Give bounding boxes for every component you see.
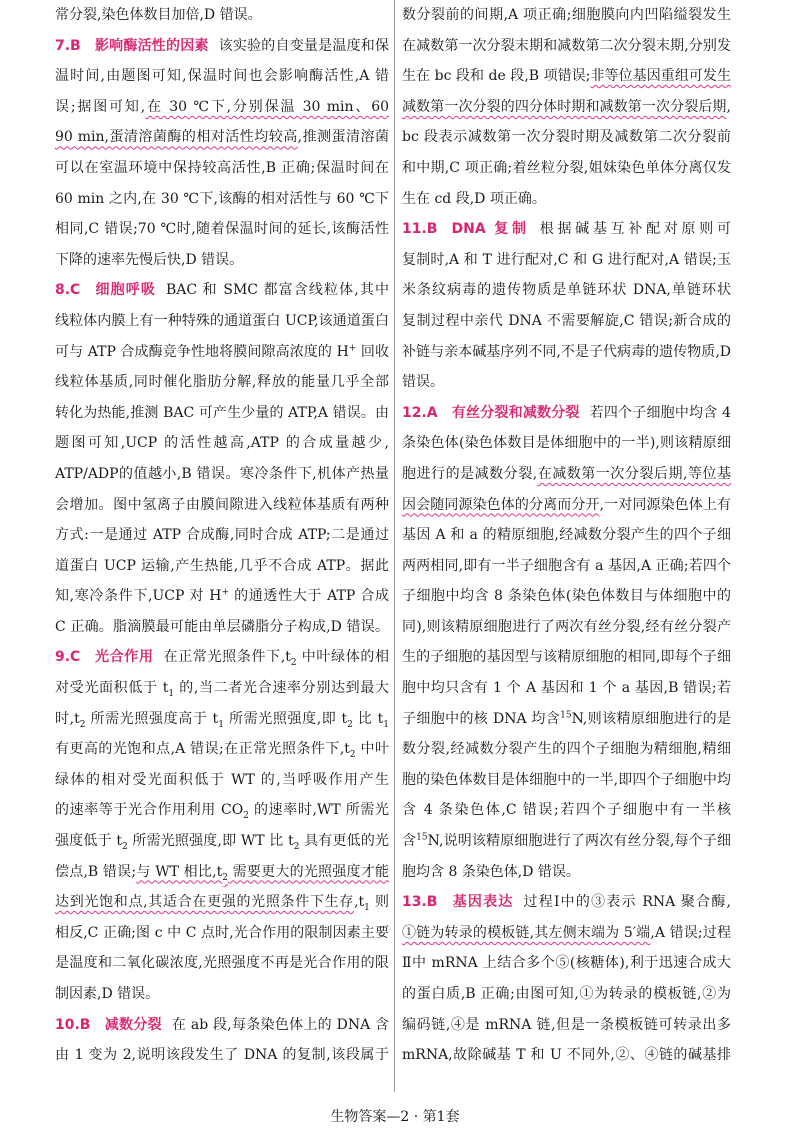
- text-line: [55, 918, 389, 949]
- body-text: mRNA,故除碱基 T 和 U 不同外,②、④链的碱基排: [402, 1047, 731, 1064]
- subscript: 1: [218, 719, 224, 730]
- body-text: 在 ab 段,每条染色体上的 DNA 含: [171, 1016, 389, 1033]
- answer-number: 12.A: [402, 404, 438, 421]
- body-text: ATP/ADP的值越小,B 错误。寒冷条件下,机体产热量: [55, 465, 389, 482]
- subscript: 2: [79, 719, 86, 730]
- body-text: 可与 ATP 合成酶竞争性地将膜间隙高浓度的 H: [55, 343, 349, 360]
- text-line: [55, 245, 389, 276]
- body-text: 两两相同,即有一半子细胞含有 a 基因,A 正确;若四个: [402, 557, 731, 574]
- body-text: 该实验的自变量是温度和保: [218, 37, 389, 54]
- text-line: [402, 704, 731, 735]
- body-text: 的,当二者光合速率分别达到最大: [174, 680, 389, 697]
- text-line: [402, 214, 731, 245]
- text-line: [402, 765, 731, 796]
- text-line: [402, 337, 731, 368]
- body-text: 强度低于 t: [55, 833, 122, 850]
- topic-heading: 减数分裂: [104, 1016, 162, 1033]
- body-text: 温时间,由题图可知,保温时间也会影响酶活性,A 错: [55, 68, 389, 85]
- body-text: 线粒体内膜上有一种特殊的通道蛋白 UCP,该通道蛋白: [55, 312, 389, 329]
- answer-number: 11.B: [402, 221, 438, 238]
- text-line: [55, 1040, 389, 1071]
- text-line: [55, 642, 389, 673]
- text-line: [402, 948, 731, 979]
- body-text: 转化为热能,推测 BAC 可产生少量的 ATP,A 错误。由: [55, 404, 389, 421]
- body-text: ,A 错误;过程: [650, 924, 731, 941]
- body-text: 子细胞中均含 8 条染色体(染色体数目与体细胞中的: [402, 588, 731, 605]
- topic-heading: DNA 复制: [451, 221, 530, 238]
- text-line: [55, 459, 389, 490]
- body-text: C 正确。脂滴膜最可能由单层磷脂分子构成,D 错误。: [55, 618, 389, 635]
- body-text: 在减数第一次分裂末期和减数第二次分裂末期,分别发: [402, 37, 731, 54]
- text-line: [55, 551, 389, 582]
- body-text: 具有更低的光: [304, 833, 389, 850]
- answer-number: 8.C: [55, 282, 81, 299]
- body-text: 由 1 变为 2,说明该段发生了 DNA 的复制,该段属于: [55, 1047, 389, 1064]
- body-text: ,推测蛋清溶菌: [297, 129, 389, 146]
- body-text: bc 段表示减数第一次分裂时期及减数第二次分裂前: [402, 129, 731, 146]
- text-line: [55, 122, 389, 153]
- text-line: [402, 61, 731, 92]
- body-text: 子细胞中的核 DNA 均含: [402, 710, 561, 727]
- text-line: [55, 490, 389, 521]
- text-line: [55, 581, 389, 612]
- text-line: [55, 979, 389, 1010]
- body-text: 误;据图可知,: [55, 98, 146, 115]
- answer-number: 10.B: [55, 1016, 91, 1033]
- underlined-text: 在 30 ℃下,分别保温 30 min、60: [145, 98, 389, 115]
- text-line: [55, 948, 389, 979]
- body-text: 道蛋白 UCP 运输,产生热能,几乎不合成 ATP。据此: [55, 557, 389, 574]
- text-line: [402, 581, 731, 612]
- text-line: [55, 765, 389, 796]
- subscript: 2: [290, 658, 297, 669]
- text-line: [402, 306, 731, 337]
- body-text: 条染色体(染色体数目是体细胞中的一半),则该精原细: [402, 435, 731, 452]
- body-text: 若四个子细胞中均含 4: [589, 404, 731, 421]
- superscript: 15: [560, 710, 572, 720]
- text-line: [402, 245, 731, 276]
- text-line: [55, 367, 389, 398]
- underlined-text: 减数第一次分裂的四分体时期和减数第一次分裂后期: [402, 98, 727, 115]
- body-text: 生在 bc 段和 de 段,B 项错误;: [402, 68, 591, 85]
- text-line: [55, 612, 389, 643]
- text-line: [402, 122, 731, 153]
- body-text: 对受光面积低于 t: [55, 680, 169, 697]
- text-line: [402, 275, 731, 306]
- body-text: 中叶绿体的相: [296, 649, 389, 666]
- body-text: 生的子细胞的基因型与该精原细胞的相同,即每个子细: [402, 649, 731, 666]
- body-text: 60 min 之内,在 30 ℃下,该酶的相对活性与 60 ℃下: [55, 190, 389, 207]
- body-text: 相反,C 正确;图 c 中 C 点时,光合作用的限制因素主要: [55, 924, 389, 941]
- body-text: Ⅱ中 mRNA 上结合多个⑤(核糖体),利于迅速合成大: [402, 955, 731, 972]
- body-text: 胞的染色体数目是体细胞中的一半,即四个子细胞中均: [402, 771, 731, 788]
- body-text: 生在 cd 段,D 项正确。: [402, 190, 546, 207]
- text-line: [55, 887, 389, 918]
- text-line: [402, 918, 731, 949]
- topic-heading: 有丝分裂和减数分裂: [451, 404, 580, 421]
- subscript: 2: [293, 841, 300, 852]
- topic-heading: 细胞呼吸: [94, 282, 156, 299]
- body-text: 有更高的光饱和点,A 错误;在正常光照条件下,t: [55, 741, 350, 758]
- body-text: 米条纹病毒的遗传物质是单链环状 DNA,单链环状: [402, 282, 731, 299]
- text-line: [402, 31, 731, 62]
- text-line: [402, 184, 731, 215]
- text-line: [402, 887, 731, 918]
- body-text: 可以在室温环境中保持较高活性,B 正确;保温时间在: [55, 159, 389, 176]
- text-line: [402, 490, 731, 521]
- body-text: BAC 和 SMC 都富含线粒体,其中: [165, 282, 389, 299]
- body-text: 制因素,D 错误。: [55, 986, 160, 1002]
- text-line: [402, 367, 731, 398]
- text-line: [402, 826, 731, 857]
- superscript: +: [348, 342, 357, 353]
- body-text: 的蛋白质,B 正确;由图可知,①为转录的模板链,②为: [402, 986, 731, 1002]
- body-text: 常分裂,染色体数目加倍,D 错误。: [55, 7, 262, 23]
- subscript: 2: [349, 750, 356, 761]
- body-text: 的速率时,WT 所需光: [253, 802, 389, 819]
- answer-number: 13.B: [402, 894, 438, 911]
- body-text: 偿点,B 错误;: [55, 863, 137, 880]
- text-line: [402, 428, 731, 459]
- text-line: [55, 275, 389, 306]
- body-text: 线粒体基质,同时催化脂肪分解,释放的能量几乎全部: [55, 374, 389, 391]
- underlined-text: 在减数第一次分裂后期,等位基: [537, 465, 731, 482]
- text-line: [55, 673, 389, 704]
- text-line: [55, 214, 389, 245]
- body-text: 含 4 条染色体,C 错误;若四个子细胞中有一半核: [402, 802, 731, 819]
- body-text: 所需光照强度,即 t: [223, 710, 348, 727]
- text-line: [55, 826, 389, 857]
- body-text: 数分裂,经减数分裂产生的四个子细胞为精细胞,精细: [402, 741, 731, 758]
- text-line: [55, 428, 389, 459]
- subscript: 1: [364, 903, 370, 914]
- subscript: 2: [122, 841, 128, 852]
- superscript: +: [221, 587, 230, 598]
- text-line: [55, 1010, 389, 1041]
- body-text: 的通透性大于 ATP 合成: [234, 588, 389, 605]
- body-text: 编码链,④是 mRNA 链,但是一条模板链可转录出多: [402, 1016, 731, 1033]
- text-line: [402, 1040, 731, 1071]
- text-line: [55, 61, 389, 92]
- body-text: 比 t: [352, 710, 384, 727]
- text-line: [55, 704, 389, 735]
- body-text: 过程Ⅰ中的③表示 RNA 聚合酶,: [523, 894, 731, 911]
- text-line: [402, 642, 731, 673]
- body-text: ,一对同源染色体上有: [599, 496, 731, 513]
- body-text: ,: [726, 98, 731, 115]
- body-text: 的速率等于光合作用利用 CO: [55, 802, 244, 819]
- text-line: [55, 734, 389, 765]
- subscript: 1: [383, 719, 389, 730]
- body-text: 题图可知,UCP 的活性越高,ATP 的合成量越少,: [55, 435, 389, 452]
- column-divider: [394, 0, 395, 1092]
- underlined-text: ①链为转录的模板链,其左侧末端为 5′端: [402, 924, 651, 941]
- superscript: 15: [416, 832, 428, 843]
- text-line: [55, 31, 389, 62]
- body-text: 所需光照强度,即 WT 比 t: [127, 833, 294, 850]
- body-text: 回收: [360, 343, 389, 360]
- text-line: [55, 306, 389, 337]
- answer-number: 7.B: [55, 37, 81, 54]
- body-text: 数分裂前的间期,A 项正确;细胞膜向内凹陷缢裂发生: [402, 7, 731, 23]
- body-text: 补链与亲本碱基序列不同,不是子代病毒的遗传物质,D: [402, 343, 731, 360]
- text-line: [55, 795, 389, 826]
- text-line: [402, 551, 731, 582]
- body-text: 所需光照强度高于 t: [85, 710, 219, 727]
- body-text: 和中期,C 项正确;着丝粒分裂,姐妹染色单体分离仅发: [402, 159, 731, 176]
- body-text: N,则该精原细胞进行的是: [571, 710, 731, 727]
- text-line: [55, 520, 389, 551]
- text-line: [402, 459, 731, 490]
- page-footer: 生物答案—2 · 第1套: [330, 1109, 460, 1125]
- subscript: 2: [243, 811, 249, 822]
- underlined-text: 与 WT 相比,t: [136, 863, 223, 880]
- text-line: [55, 153, 389, 184]
- body-text: 胞均含 8 条染色体,D 错误。: [402, 863, 580, 880]
- body-text: 在正常光照条件下,t: [163, 649, 291, 666]
- body-text: 时,t: [55, 710, 80, 727]
- body-text: 同),则该精原细胞进行了两次有丝分裂,经有丝分裂产: [402, 618, 731, 635]
- body-text: 下降的速率先慢后快,D 错误。: [55, 251, 244, 268]
- answer-column-right: [402, 0, 731, 1071]
- underlined-text: 因会随同源染色体的分离而分开: [402, 496, 600, 513]
- body-text: 胞中均只含有 1 个 A 基因和 1 个 a 基因,B 错误;若: [402, 680, 731, 697]
- body-text: 胞进行的是减数分裂,: [402, 465, 538, 482]
- text-line: [402, 92, 731, 123]
- underlined-text: 90 min,蛋清溶菌酶的相对活性均较高: [55, 129, 298, 146]
- text-line: [402, 398, 731, 429]
- text-line: [55, 337, 389, 368]
- topic-heading: 影响酶活性的因素: [94, 37, 209, 54]
- underlined-text: 达到光饱和点,其适合在更强的光照条件下生存: [55, 894, 355, 911]
- body-text: 是温度和二氧化碳浓度,光照强度不再是光合作用的限: [55, 955, 389, 972]
- subscript: 1: [168, 688, 175, 699]
- text-line: [55, 92, 389, 123]
- body-text: 复制时,A 和 T 进行配对,C 和 G 进行配对,A 错误;玉: [402, 251, 731, 268]
- answer-number: 9.C: [55, 649, 81, 666]
- text-line: [402, 1010, 731, 1041]
- underlined-text: 需要更大的光照强度才能: [227, 863, 389, 880]
- body-text: 复制过程中亲代 DNA 不需要解旋,C 错误;新合成的: [402, 312, 731, 329]
- text-line: [402, 0, 731, 31]
- text-line: [402, 795, 731, 826]
- body-text: 绿体的相对受光面积低于 WT 的,当呼吸作用产生: [55, 771, 389, 788]
- body-text: 会增加。图中氢离子由膜间隙进入线粒体基质有两种: [55, 496, 389, 513]
- text-line: [55, 184, 389, 215]
- body-text: 根据碱基互补配对原则可: [539, 221, 731, 238]
- body-text: 知,寒冷条件下,UCP 对 H: [55, 588, 222, 605]
- body-text: 中叶: [355, 741, 389, 758]
- subscript: 2: [347, 719, 353, 730]
- body-text: 相同,C 错误;70 ℃时,随着保温时间的延长,该酶活性: [55, 221, 389, 238]
- text-line: [402, 734, 731, 765]
- text-line: [402, 612, 731, 643]
- body-text: 含: [402, 833, 417, 850]
- answer-column-left: [55, 0, 389, 1071]
- text-line: [55, 398, 389, 429]
- text-line: [402, 857, 731, 888]
- text-line: [402, 979, 731, 1010]
- topic-heading: 基因表达: [451, 894, 514, 911]
- text-line: [402, 153, 731, 184]
- text-line: [55, 857, 389, 888]
- body-text: 方式:一是通过 ATP 合成酶,同时合成 ATP;二是通过: [55, 527, 389, 544]
- body-text: 则: [369, 894, 389, 911]
- body-text: 基因 A 和 a 的精原细胞,经减数分裂产生的四个子细: [402, 527, 731, 544]
- underlined-text: 非等位基因重组可发生: [590, 68, 731, 85]
- text-line: [402, 520, 731, 551]
- topic-heading: 光合作用: [94, 649, 154, 666]
- text-line: [55, 0, 389, 31]
- body-text: N,说明该精原细胞进行了两次有丝分裂,每个子细: [427, 833, 731, 850]
- underlined-subscript: 2: [222, 872, 228, 883]
- body-text: ,t: [354, 894, 365, 911]
- body-text: 错误。: [402, 374, 444, 391]
- text-line: [402, 673, 731, 704]
